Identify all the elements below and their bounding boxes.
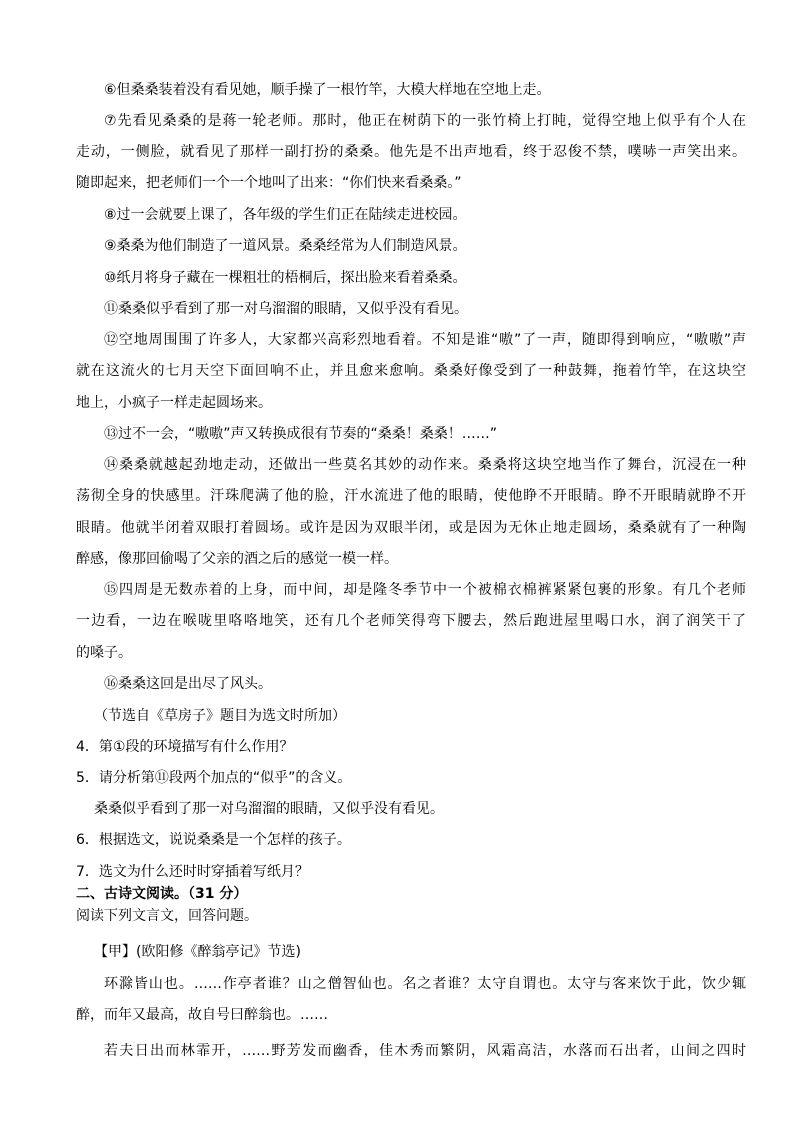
jia-paragraph-1-line-1: 环滁皆山也。……作亭者谁？山之僧智仙也。名之者谁？太守自谓也。太守与客来饮于此，饮少辄 — [104, 976, 746, 992]
paragraph-14-line-4: 醉感，像那回偷喝了父亲的酒之后的感觉一模一样。 — [76, 551, 398, 567]
question-6: 6．根据选文，说说桑桑是一个怎样的孩子。 — [76, 832, 351, 848]
paragraph-14-line-3: 眼睛。他就半闭着双眼打着圆场。或许是因为双眼半闭，或是因为无休止地走圆场，桑桑就有了一种陶 — [76, 520, 746, 536]
paragraph-7-line-3: 随即起来，把老师们一个一个地叫了出来：“你们快来看桑桑。” — [76, 175, 462, 191]
section-2-instruction: 阅读下列文言文，回答问题。 — [76, 908, 258, 924]
question-7: 7．选文为什么还时时穿插着写纸月？ — [76, 864, 309, 880]
paragraph-7-line-2: 走动，一侧脸，就看见了那样一副打扮的桑桑。他先是不出声地看，终于忍俊不禁，噗哧一声笑出来。 — [76, 144, 746, 160]
paragraph-14-line-1: ⑭桑桑就越起劲地走动，还做出一些莫名其妙的动作来。桑桑将这块空地当作了舞台，沉浸在一种 — [104, 457, 746, 473]
paragraph-12-line-3: 地上，小疯子一样走起圆场来。 — [76, 395, 272, 411]
question-4: 4．第①段的环境描写有什么作用？ — [76, 739, 294, 755]
paragraph-15-line-3: 的嗓子。 — [76, 645, 132, 661]
jia-title: 【甲】(欧阳修《醉翁亭记》节选) — [94, 944, 301, 960]
question-5: 5．请分析第⑪段两个加点的“似乎”的含义。 — [76, 770, 352, 786]
paragraph-7-line-1: ⑦先看见桑桑的是蒋一轮老师。那时，他正在树荫下的一张竹椅上打盹，觉得空地上似乎有个人在 — [104, 113, 746, 129]
source-note: （节选自《草房子》题目为选文时所加） — [94, 708, 346, 724]
paragraph-12-line-2: 就在这流火的七月天空下面回响不止，并且愈来愈响。桑桑好像受到了一种鼓舞，拖着竹竿，在这块空 — [76, 363, 746, 379]
jia-paragraph-2: 若夫日出而林霏开，……野芳发而幽香，佳木秀而繁阴，风霜高洁，水落而石出者，山间之四时 — [104, 1043, 746, 1059]
jia-paragraph-1-line-2: 醉，而年又最高，故自号曰醉翁也。…… — [76, 1007, 328, 1023]
paragraph-8: ⑧过一会就要上课了，各年级的学生们正在陆续走进校园。 — [104, 207, 467, 223]
paragraph-6: ⑥但桑桑装着没有看见她，顺手操了一根竹竿，大模大样地在空地上走。 — [104, 82, 551, 98]
paragraph-14-line-2: 荡彻全身的快感里。汗珠爬满了他的脸，汗水流进了他的眼睛，使他睁不开眼睛。睁不开眼睛就睁不开 — [76, 488, 746, 504]
paragraph-15-line-1: ⑮四周是无数赤着的上身，而中间，却是隆冬季节中一个被棉衣棉裤紧紧包裹的形象。有几个老师 — [104, 582, 746, 598]
paragraph-10: ⑩纸月将身子藏在一棵粗壮的梧桐后，探出脸来看着桑桑。 — [104, 270, 467, 286]
paragraph-12-line-1: ⑫空地周围围了许多人，大家都兴高彩烈地看着。不知是谁“嗷”了一声，随即得到响应，“嗷嗷”声 — [104, 332, 746, 348]
paragraph-15-line-2: 一边看，一边在喉咙里咯咯地笑，还有几个老师笑得弯下腰去，然后跑进屋里喝口水，润了润笑干了 — [76, 613, 746, 629]
paragraph-9: ⑨桑桑为他们制造了一道风景。桑桑经常为人们制造风景。 — [104, 238, 467, 254]
paragraph-16: ⑯桑桑这回是出尽了风头。 — [104, 676, 272, 692]
paragraph-11: ⑪桑桑似乎看到了那一对乌溜溜的眼睛，又似乎没有看见。 — [104, 301, 468, 317]
section-2-heading: 二、古诗文阅读。（31 分） — [76, 886, 248, 902]
question-5-quote: 桑桑似乎看到了那一对乌溜溜的眼睛，又似乎没有看见。 — [94, 801, 444, 817]
paragraph-13: ⑬过不一会，“嗷嗷”声又转换成很有节奏的“桑桑！桑桑！……” — [104, 426, 498, 442]
